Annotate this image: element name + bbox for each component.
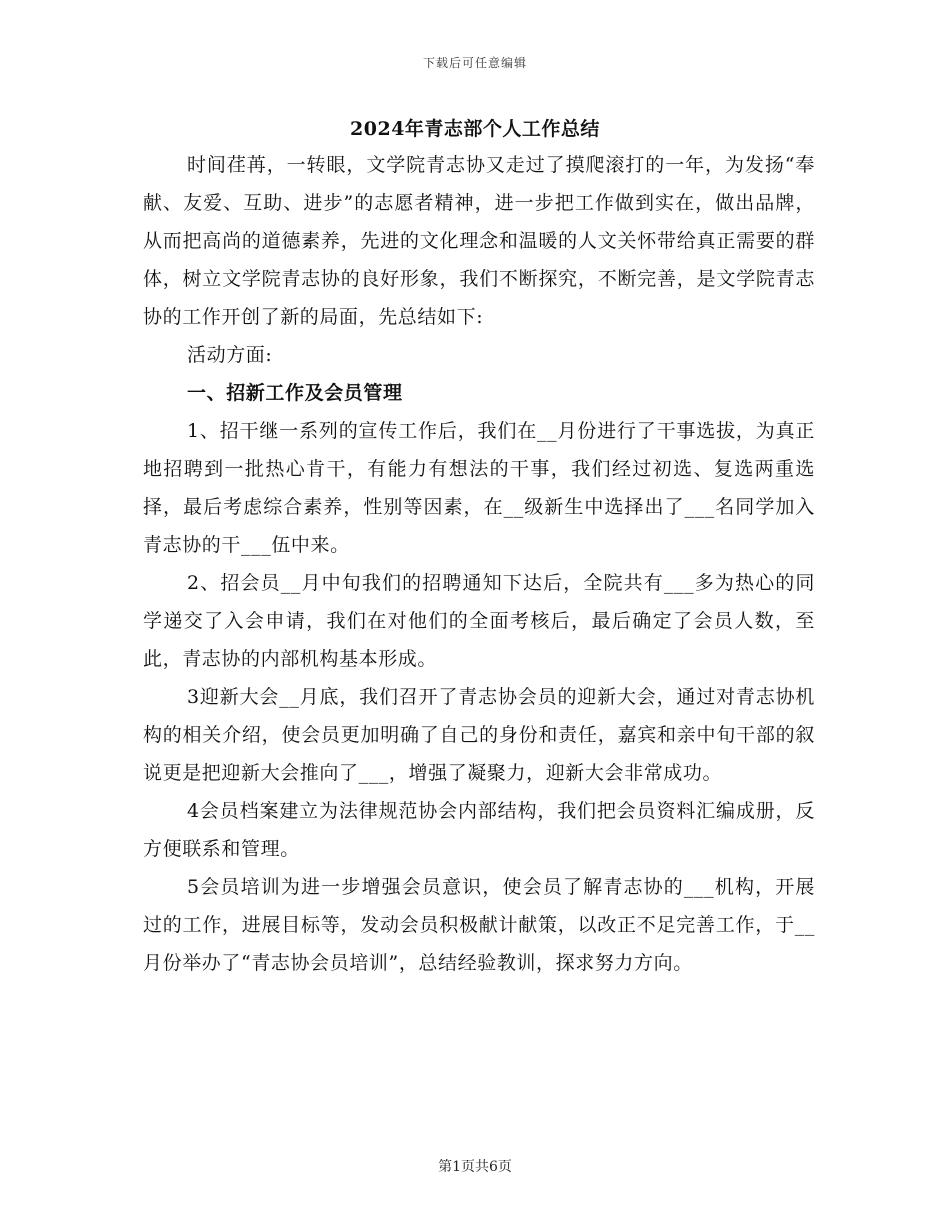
section-heading: 一、招新工作及会员管理 <box>187 382 403 404</box>
page-number-footer: 第1页共6页 <box>438 1159 512 1175</box>
document-title: 2024年青志部个人工作总结 <box>350 118 600 140</box>
intro-paragraph: 时间荏苒，一转眼，文学院青志协又走过了摸爬滚打的一年，为发扬“奉献、友爱、互助、进步”的志愿者精神，进一步把工作做到实在，做出品牌，从而把高尚的道德素养，先进的文化理念和温暖的人文关怀带给真正需要的群体，树立文学院青志协的良好形象，我们不断探究，不断完善，是文学院青志协的工作开创了新的局面，先总结如下: <box>143 154 815 328</box>
paragraph-item-4: 4会员档案建立为法律规范协会内部结构，我们把会员资料汇编成册，反方便联系和管理。 <box>143 800 815 860</box>
page-header-note: 下载后可任意编辑 <box>422 56 527 70</box>
paragraph-item-2: 2、招会员__月中旬我们的招聘通知下达后，全院共有___多为热心的同学递交了入会申请，我们在对他们的全面考核后，最后确定了会员人数，至此，青志协的内部机构基本形成。 <box>143 572 815 670</box>
document-body <box>143 146 815 982</box>
paragraph-item-1: 1、招干继一系列的宣传工作后，我们在__月份进行了干事选拔，为真正地招聘到一批热心肯干，有能力有想法的干事，我们经过初选、复选两重选择，最后考虑综合素养，性别等因素，在__级新生中选择出了___名同学加入青志协的干___伍中来。 <box>143 420 815 556</box>
paragraph-item-5: 5会员培训为进一步增强会员意识，使会员了解青志协的___机构，开展过的工作，进展目标等，发动会员积极献计献策，以改正不足完善工作，于__月份举办了“青志协会员培训”，总结经验教训，探求努力方向。 <box>143 876 815 974</box>
activity-label: 活动方面: <box>187 344 273 366</box>
paragraph-item-3: 3迎新大会__月底，我们召开了青志协会员的迎新大会，通过对青志协机构的相关介绍，使会员更加明确了自己的身份和责任，嘉宾和亲中旬干部的叙说更是把迎新大会推向了___，增强了凝聚力，迎新大会非常成功。 <box>143 686 815 784</box>
